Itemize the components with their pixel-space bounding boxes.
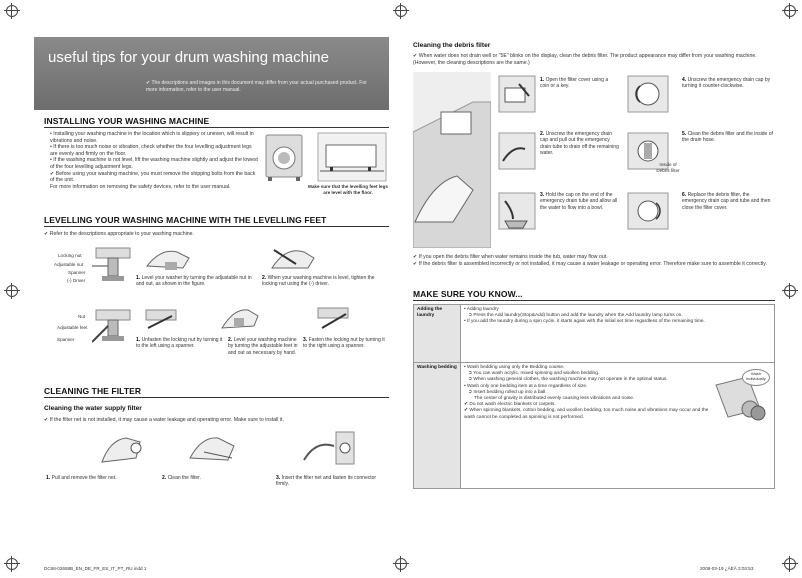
label-nut: Nut	[78, 314, 86, 319]
bullet: • Installing your washing machine in the location which is slippery or uneven, will result in vibrations and noise.	[50, 131, 254, 144]
row-line: ➲ You can wash acrylic, mixed spinning and woollen bedding.	[468, 371, 600, 377]
filter-step1-illustration	[96, 428, 156, 468]
debris-step-1: 1. Open the filter cover using a coin or a key.	[540, 77, 609, 90]
installing-caption: Make sure that the levelling feet legs are level with the floor.	[308, 184, 388, 195]
debris-step3-illustration	[497, 191, 537, 231]
row-line: • Wash only one bedding item at a time regardless of size.	[464, 383, 588, 389]
label-locking-nut: Locking nut	[58, 253, 82, 258]
label-spanner-2: Spanner	[57, 337, 75, 342]
row-line: ➲ When washing general clothes, the washing machine may not operate in the optimal status.	[468, 377, 668, 383]
row-line: The center of gravity is distributed evenly causing less vibrations and noise.	[474, 396, 635, 402]
row-label: Washing bedding	[414, 363, 461, 489]
cleaning-heading: CLEANING THE FILTER	[44, 386, 142, 396]
debris-step4-illustration	[626, 74, 670, 114]
level-step-a1: 1. Level your washer by turning the adjustable nut in and out, as shown in the figure.	[136, 275, 252, 288]
row-line: ➲ Press the Add laundry(Stop&Add) button and add the laundry when the Add laundry lamp turns on.	[468, 313, 683, 319]
water-filter-note: ✔ If the filter net is not installed, it may cause a water leakage and operating error. Make sure to install it.	[44, 417, 284, 423]
label-spanner: Spanner	[68, 270, 86, 275]
crop-mark	[784, 558, 796, 570]
bullet: For more information on removing the safety devices, refer to the user manual.	[50, 183, 231, 190]
debris-notes	[413, 254, 775, 267]
level-illustration	[316, 131, 388, 183]
crop-mark	[784, 285, 796, 297]
makesure-heading: MAKE SURE YOU KNOW...	[413, 289, 523, 299]
level-step-b3: 3. Fasten the locking nut by turning it to the right using a spanner.	[303, 337, 385, 350]
bullet: ✔ Before using your washing machine, you must remove the shipping bolts from the back of the unit.	[50, 170, 256, 184]
filter-step-1: 1. Pull and remove the filter net.	[46, 475, 117, 481]
hand-feet-illustration	[218, 302, 262, 332]
debris-step1-illustration	[497, 74, 537, 114]
debris-note-line: ✔ If you open the debris filter when water remains inside the tub, water may flow out.	[413, 254, 608, 260]
row-line: • Adding laundry	[464, 307, 499, 312]
debris-step-2: 2. Unscrew the emergency drain cap and pull out the emergency drain tube to drain off the remaining water.	[540, 131, 619, 157]
row-line: • If you add the laundry during a spin cycle, it starts again with the initial set time regardless of the remaining time.	[464, 319, 705, 325]
feet-illustration	[92, 306, 134, 350]
crop-mark	[6, 285, 18, 297]
spanner-right-illustration	[310, 302, 354, 332]
footer-right: 2008-03-19 ¿ÀÈÄ 3:03:53	[700, 566, 754, 571]
water-filter-subheading: Cleaning the water supply filter	[44, 405, 142, 412]
row-line: ✔ When spinning blankets, cotton bedding, and woollen bedding, too much noise and vibrations may occur and the wash cannot be completed as spinning is not performed.	[464, 408, 709, 420]
filter-step3-illustration	[300, 428, 360, 468]
debris-step2-illustration	[497, 131, 537, 171]
debris-step-3: 3. Hold the cap on the end of the emergency drain tube and allow all the water to flow into a bowl.	[540, 192, 618, 211]
row-line: • Wash bedding using only the Bedding course.	[464, 365, 565, 370]
row-label: Adding the laundry	[414, 305, 461, 363]
banner-title: useful tips for your drum washing machine	[48, 49, 329, 66]
row-content	[461, 363, 775, 489]
crop-mark	[395, 5, 407, 17]
row-line: ✔ Do not wash electric blankets or carpets.	[464, 402, 556, 408]
row-line: ➲ Insert bedding rolled up into a ball.	[468, 389, 547, 395]
table-row	[414, 305, 775, 363]
debris-step-4: 4. Unscrew the emergency drain cap by turning it counter-clockwise.	[682, 77, 771, 90]
installing-bullets	[50, 131, 260, 190]
foot-illustration	[92, 244, 134, 290]
label-driver: (-) Driver	[67, 278, 86, 283]
footer-left: DC68-02658B_EN_DE_FR_ES_IT_PT_RU.indd 1	[44, 566, 147, 571]
bullet: • If there is too much noise or vibration, check whether the four levelling adjustment legs are evenly and firmly on the floor.	[50, 144, 252, 157]
banner-note: ✔ The descriptions and images in this document may differ from your actual purchased product. For more information, refer to the user manual.	[146, 80, 367, 93]
makesure-table	[413, 304, 775, 489]
level-step-a2: 2. When your washing machine is level, tighten the locking nut using the (-) driver.	[262, 275, 375, 288]
row-content	[461, 305, 775, 363]
debris-large-illustration	[413, 72, 491, 248]
table-row	[414, 363, 775, 489]
debris-note-line: ✔ If the debris filter is assembled incorrectly or not installed, it may cause a water leakage or operating error. Therefore make sure to assemble it correctly.	[413, 260, 767, 267]
level-step-b1: 1. Unfasten the locking nut by turning it to the left using a spanner.	[136, 337, 223, 350]
debris-step6-illustration	[626, 191, 670, 231]
driver-illustration	[266, 242, 318, 274]
label-adjustable-nut: Adjustable nut	[54, 262, 84, 267]
hand-nut-illustration	[143, 242, 195, 274]
filter-step2-illustration	[186, 428, 246, 468]
filter-step-2: 2. Clean the filter.	[162, 475, 201, 481]
installing-heading: INSTALLING YOUR WASHING MACHINE	[44, 116, 210, 126]
crop-mark	[395, 558, 407, 570]
debris-subheading: Cleaning the debris filter	[413, 42, 491, 49]
label-adjustable-feet: Adjustable feet	[57, 325, 88, 330]
level-step-b2: 2. Level your washing machine by turning the adjustable feet in and out as necessary by hand.	[228, 337, 298, 356]
wash-individually-badge: Wash individually	[742, 369, 770, 386]
filter-step-3: 3. Insert the filter net and fasten its connector firmly.	[276, 475, 377, 488]
levelling-heading: LEVELLING YOUR WASHING MACHINE WITH THE LEVELLING FEET	[44, 215, 327, 225]
debris-note: ✔ When water does not drain well or "5E" blinks on the display, clean the debris filter. The product appearance may differ from your washing machine. (However, the cleaning descriptions are the same.)	[413, 53, 757, 66]
crop-mark	[6, 5, 18, 17]
debris-step-5: 5. Clean the debris filter and the inside of the drain hose.	[682, 131, 773, 144]
bullet: • If the washing machine is not level, lift the washing machine slightly and adjust the lowest of the four levelling adjustment legs.	[50, 157, 258, 170]
levelling-note: ✔ Refer to the descriptions appropriate to your washing machine.	[44, 231, 194, 237]
washer-illustration	[262, 131, 308, 183]
inside-filter-label: Inside of Debris filter	[656, 162, 680, 173]
title-banner	[34, 37, 389, 110]
crop-mark	[784, 5, 796, 17]
spanner-left-illustration	[142, 304, 186, 332]
debris-step-6: 6. Replace the debris filter, the emergency drain cap and tube and then close the filter cover.	[682, 192, 771, 211]
crop-mark	[6, 558, 18, 570]
